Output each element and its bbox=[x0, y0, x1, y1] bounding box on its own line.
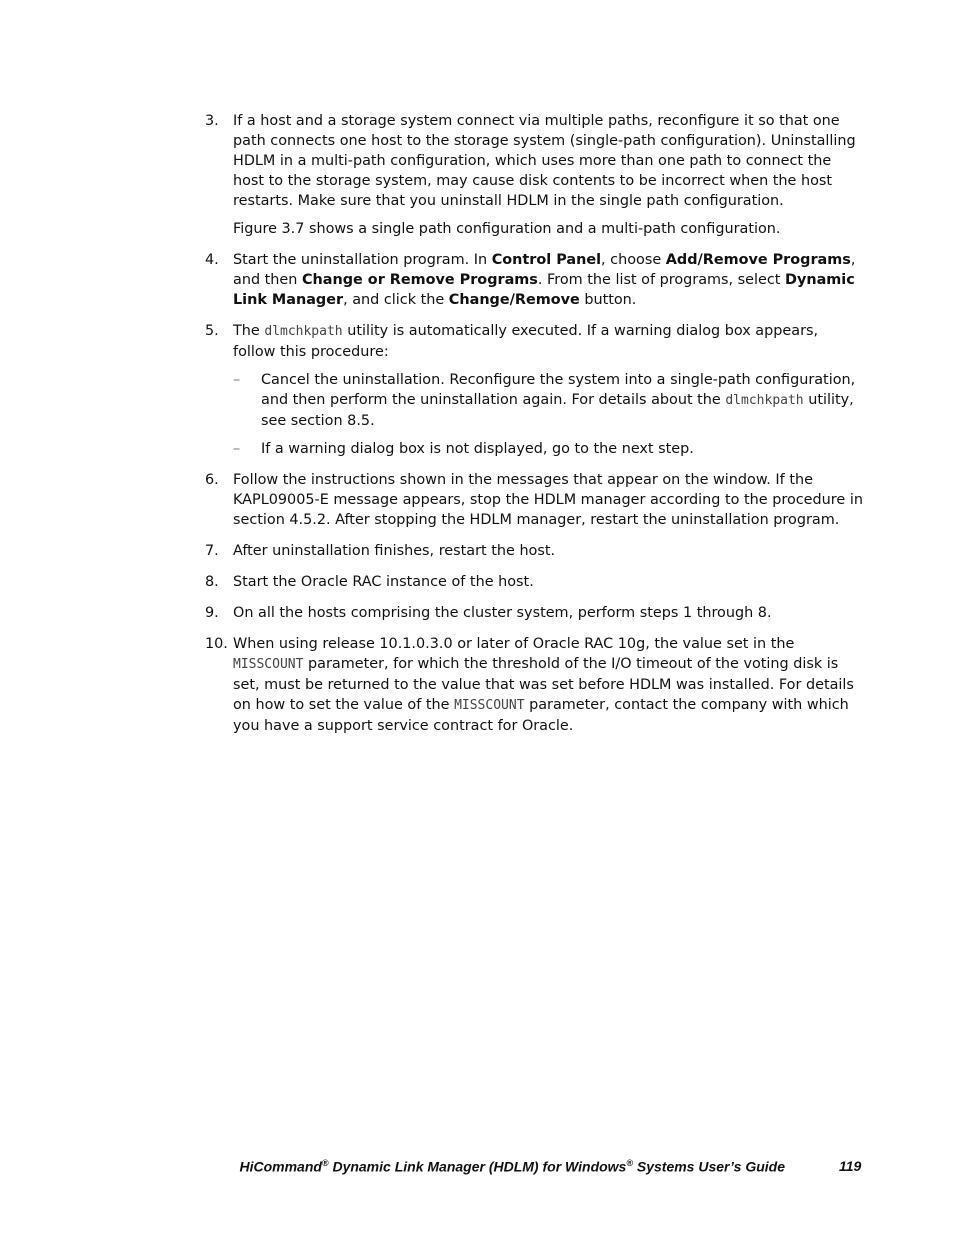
text-run: After uninstallation finishes, restart the host. bbox=[233, 543, 556, 559]
code-term: MISSCOUNT bbox=[454, 698, 525, 713]
sub-item-text bbox=[261, 439, 865, 459]
step-paragraph bbox=[233, 634, 865, 736]
text-run: Figure 3.7 shows a single path configuration and a multi-path configuration. bbox=[233, 221, 781, 237]
code-term: dlmchkpath bbox=[264, 324, 343, 339]
text-run: If a warning dialog box is not displayed, go to the next step. bbox=[261, 441, 694, 457]
text-run: Cancel the uninstallation. Reconfigure the system into a single-path configuration, and then perform the uninstallation again. For details about the bbox=[261, 372, 856, 408]
step-paragraph bbox=[233, 250, 865, 310]
text-run: parameter, for which the threshold of the I/O timeout of the voting disk is set, must be returned to the value that was set before HDLM was installed. For details on how to set the value of the bbox=[233, 656, 854, 713]
ui-term: Add/Remove Programs bbox=[665, 252, 851, 268]
text-run: utility is automatically executed. If a warning dialog box appears, follow this procedure: bbox=[233, 323, 819, 360]
text-run: On all the hosts comprising the cluster system, perform steps 1 through 8. bbox=[233, 605, 772, 621]
text-run: , and then bbox=[233, 252, 856, 288]
step-paragraph bbox=[233, 219, 865, 239]
text-run: , and click the bbox=[343, 292, 449, 308]
step-number: 7. bbox=[205, 543, 219, 559]
step-item bbox=[205, 250, 865, 310]
ui-term: Change/Remove bbox=[448, 292, 580, 308]
sub-item-text bbox=[261, 370, 865, 431]
text-run: When using release 10.1.0.3.0 or later of Oracle RAC 10g, the value set in the bbox=[233, 636, 795, 652]
page-footer bbox=[0, 1158, 954, 1178]
text-run: . From the list of programs, select bbox=[537, 272, 786, 288]
step-paragraph bbox=[233, 541, 865, 561]
step-item bbox=[205, 470, 865, 530]
text-run: , choose bbox=[601, 252, 666, 268]
step-item bbox=[205, 321, 865, 459]
dash-bullet: – bbox=[233, 441, 241, 457]
text-run: Start the uninstallation program. In bbox=[233, 252, 492, 268]
step-paragraph bbox=[233, 470, 865, 530]
document-body bbox=[205, 111, 865, 747]
code-term: MISSCOUNT bbox=[233, 657, 304, 672]
dash-bullet: – bbox=[233, 372, 241, 388]
registered-mark: ® bbox=[626, 1158, 633, 1168]
text-run: parameter, contact the company with which you have a support service contract for Oracle. bbox=[233, 697, 849, 734]
step-item bbox=[205, 572, 865, 592]
step-item bbox=[205, 111, 865, 239]
sub-item bbox=[233, 370, 865, 431]
step-number: 3. bbox=[205, 113, 219, 129]
ui-term: Dynamic Link Manager bbox=[233, 272, 855, 308]
step-number: 10. bbox=[205, 636, 228, 652]
step-paragraph bbox=[233, 321, 865, 362]
step-number: 6. bbox=[205, 472, 219, 488]
step-item bbox=[205, 634, 865, 736]
code-term: dlmchkpath bbox=[725, 393, 804, 408]
text-run: utility, see section 8.5. bbox=[261, 392, 854, 429]
step-paragraph bbox=[233, 572, 865, 592]
ui-term: Control Panel bbox=[491, 252, 602, 268]
text-run: Follow the instructions shown in the messages that appear on the window. If the KAPL09005-E message appears, stop the HDLM manager according to the procedure in section 4.5.2. After stopping the HDLM manager, restart the uninstallation program. bbox=[233, 472, 863, 528]
step-item bbox=[205, 541, 865, 561]
step-item bbox=[205, 603, 865, 623]
registered-mark: ® bbox=[321, 1158, 329, 1168]
ui-term: Change or Remove Programs bbox=[301, 272, 538, 288]
step-number: 4. bbox=[205, 252, 219, 268]
step-paragraph bbox=[233, 603, 865, 623]
text-run: button. bbox=[579, 292, 637, 308]
step-paragraph bbox=[233, 111, 865, 211]
step-number: 5. bbox=[205, 323, 219, 339]
page-number: 119 bbox=[839, 1158, 862, 1174]
text-run: The bbox=[233, 323, 265, 339]
sub-item bbox=[233, 439, 865, 459]
step-number: 9. bbox=[205, 605, 219, 621]
step-number: 8. bbox=[205, 574, 219, 590]
text-run: If a host and a storage system connect via multiple paths, reconfigure it so that one path connects one host to the storage system (single-path configuration). Uninstalling HDLM in a multi-path configuration, which uses more than one path to connect the host to the storage system, may cause disk contents to be incorrect when the host restarts. Make sure that you uninstall HDLM in the single path configuration. bbox=[233, 113, 856, 209]
footer-title: HiCommand® Dynamic Link Manager (HDLM) for Windows® Systems User’s Guide bbox=[239, 1158, 785, 1175]
text-run: Start the Oracle RAC instance of the host. bbox=[233, 574, 534, 590]
